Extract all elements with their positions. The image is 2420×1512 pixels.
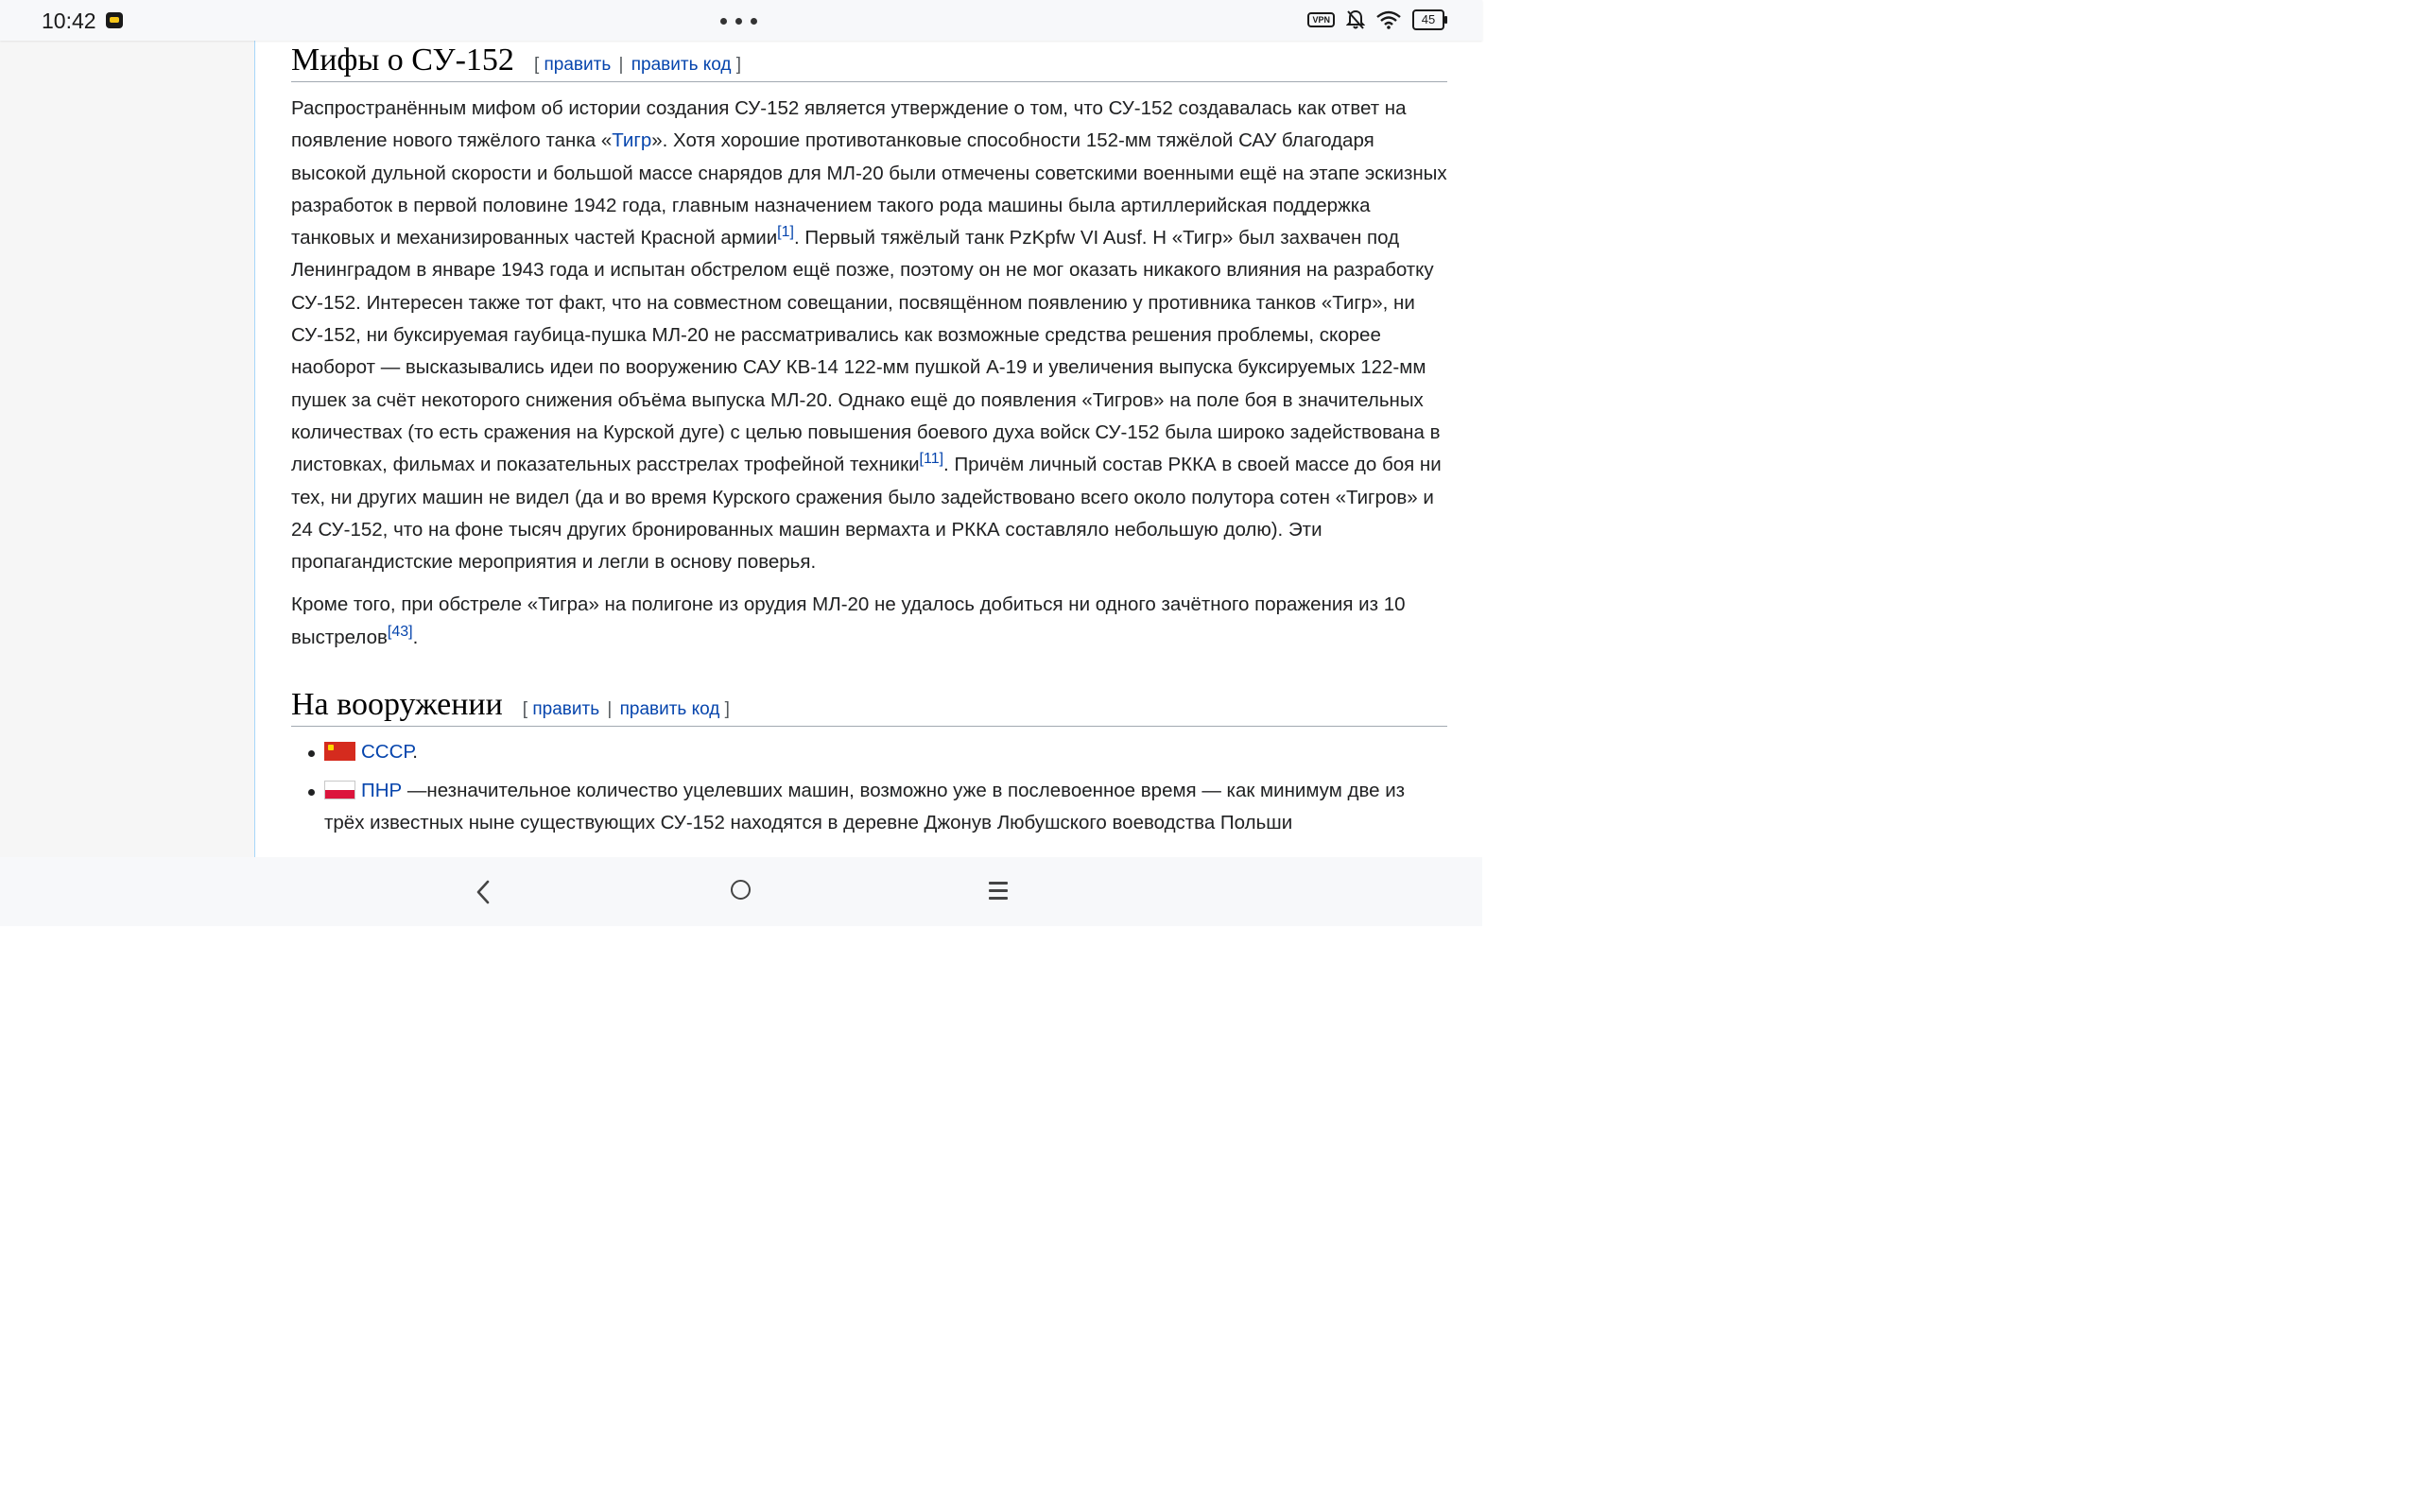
content-divider [254, 41, 255, 857]
edit-code-link[interactable]: править код [631, 55, 732, 75]
status-icons [1307, 9, 1444, 30]
window-menu-dots-icon[interactable] [720, 18, 757, 25]
sidebar [0, 41, 254, 857]
paragraph: Кроме того, при обстреле «Тигра» на полигоне из орудия МЛ-20 не удалось добиться ни одного зачётного поражения из 10 выстрелов[43]. [291, 593, 1406, 648]
article-content [291, 41, 1447, 839]
section-title: Мифы о СУ-152 [291, 43, 514, 77]
pnr-link[interactable]: ПНР [361, 780, 403, 802]
poland-flag-icon [324, 781, 355, 799]
vpn-icon: VPN [1307, 12, 1335, 27]
status-time: 10:42 [42, 9, 96, 33]
wifi-icon [1376, 10, 1401, 29]
reference-link[interactable]: [43] [387, 623, 413, 640]
tiger-link[interactable]: Тигр [612, 129, 652, 152]
edit-link[interactable]: править [532, 699, 600, 720]
edit-links: [ править | править код ] [533, 55, 742, 75]
status-bar [0, 0, 1482, 41]
section-heading-service [291, 686, 1447, 727]
edit-links: [ править | править код ] [522, 699, 730, 720]
bell-muted-icon [1346, 9, 1365, 30]
list-item: СССР. [291, 736, 1447, 768]
ussr-link[interactable]: СССР [361, 741, 413, 764]
list-item: ПНР —незначительное количество уцелевших машин, возможно уже в послевоенное время — как минимум две из трёх известных ныне существующих СУ-152 находятся в деревне Джонув Любушского воеводства Польши [291, 775, 1447, 839]
recent-apps-icon[interactable] [989, 882, 1008, 904]
app-notification-icon [106, 12, 123, 28]
paragraph: Распространённым мифом об истории создания СУ-152 является утверждение о том, что СУ-152 создавалась как ответ на появление нового тяжёлого танка «Тигр». Хотя хорошие противотанковые способности 152-мм тяжёлой САУ благодаря высокой дульной скорости и большой массе снарядов для МЛ-20 были отмечены советскими военными ещё на этапе эскизных разработок в первой половине 1942 года, главным назначением такого рода машины была артиллерийская поддержка танковых и механизированных частей Красной армии[1]. Первый тяжёлый танк PzKpfw VI Ausf. H «Тигр» был захвачен под Ленинградом в январе 1943 года и испытан обстрелом ещё позже, поэтому он не мог оказать никакого влияния на разработку СУ-152. Интересен также тот факт, что на совместном совещании, посвящённом появлению у противника танков «Тигр», ни СУ-152, ни буксируемая гаубица-пушка МЛ-20 не рассматривались как возможные средства решения проблемы, скорее наоборот — высказывались идеи по вооружению САУ КВ-14 122-мм пушкой А-19 и увеличения выпуска буксируемых 122-мм пушек за счёт некоторого снижения объёма выпуска МЛ-20. Однако ещё до появления «Тигров» на поле боя в значительных количествах (то есть сражения на Курской дуге) с целью повышения боевого духа войск СУ-152 была широко задействована в листовках, фильмах и показательных расстрелах трофейной техники[11]. Причём личный состав РККА в своей массе до боя ни тех, ни других машин не видел (да и во время Курского сражения было задействовано всего около полутора сотен «Тигров» и 24 СУ-152, что на фоне тысяч других бронированных машин вермахта и РККА составляло небольшую долю). Эти пропагандистские мероприятия и легли в основу поверья. [291, 97, 1447, 574]
edit-link[interactable]: править [544, 55, 612, 75]
edit-code-link[interactable]: править код [619, 699, 720, 720]
battery-icon: 45 [1412, 9, 1444, 30]
home-icon[interactable] [731, 880, 751, 900]
system-navigation-bar [0, 857, 1482, 926]
reference-link[interactable]: [11] [919, 451, 944, 468]
operators-list [291, 736, 1447, 839]
section-title: На вооружении [291, 687, 503, 723]
ussr-flag-icon [324, 742, 355, 761]
section-heading-myths [291, 42, 1447, 82]
back-icon[interactable] [473, 878, 495, 906]
reference-link[interactable]: [1] [777, 224, 794, 241]
